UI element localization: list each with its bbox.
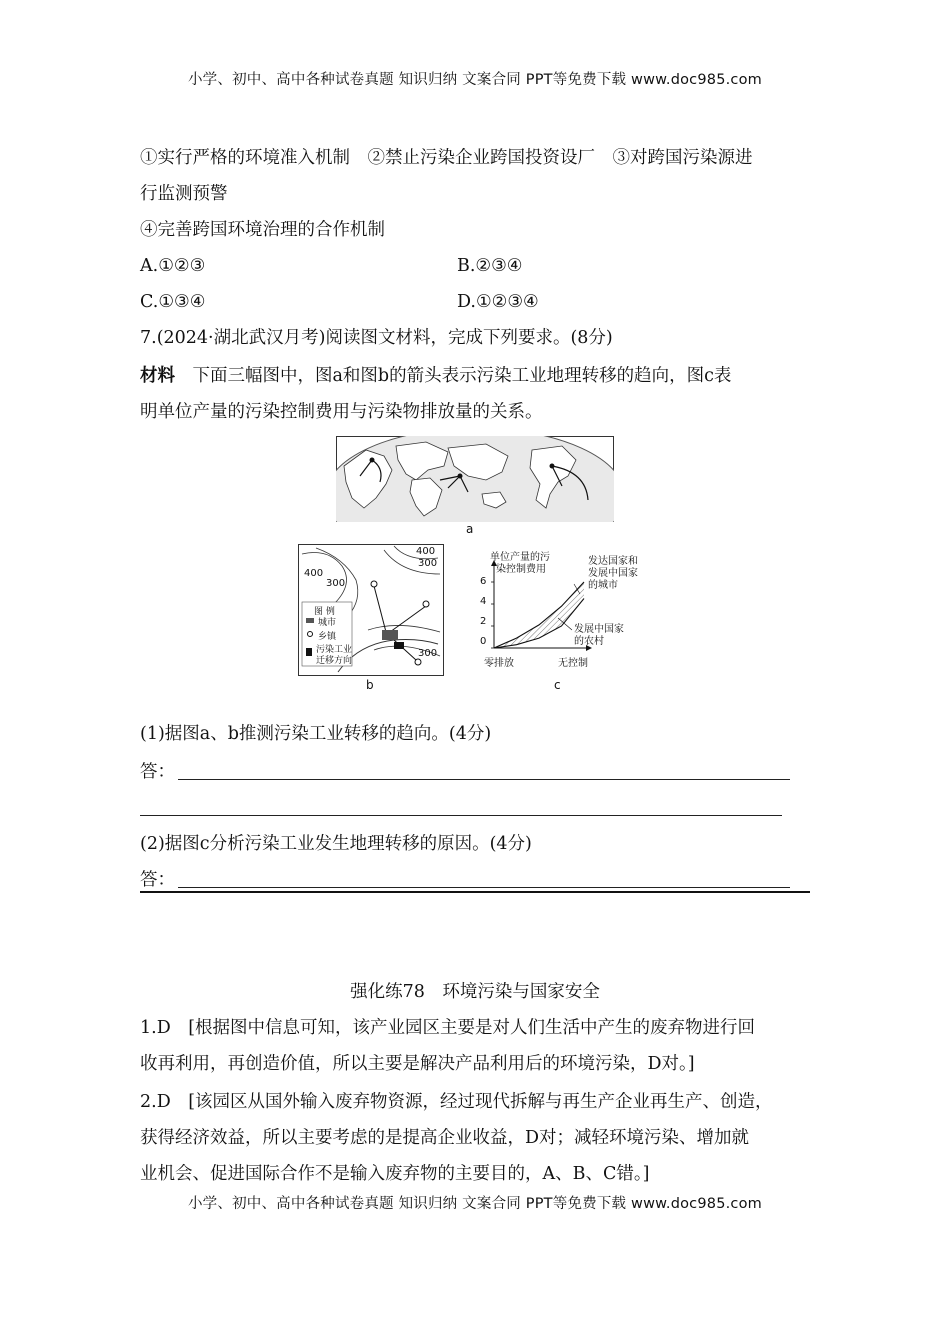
q7-sub1: (1)据图a、b推测污染工业转移的趋向。(4分): [140, 724, 492, 744]
figure-b-caption: b: [366, 678, 374, 692]
answer-2-line-1: 2.D [该园区从国外输入废弃物资源，经过现代拆解与再生产企业再生产、创造，: [140, 1092, 773, 1112]
q6-statement-line-3: ④完善跨国环境治理的合作机制: [140, 220, 385, 240]
figure-c-caption: c: [554, 678, 561, 692]
q7-answer-2-label: 答：: [140, 870, 175, 890]
q6-option-b: B.②③④: [457, 256, 523, 276]
contour-label: 300: [418, 558, 438, 569]
q7-material-label: 材料: [140, 366, 175, 386]
town-marker: [415, 659, 421, 665]
q7-material-line-2: 明单位产量的污染控制费用与污染物排放量的关系。: [140, 402, 543, 422]
q7-answer-1-label: 答：: [140, 762, 175, 782]
q6-option-c: C.①③④: [140, 292, 206, 312]
contour-label: 300: [326, 578, 346, 589]
y-tick-label: 4: [480, 596, 487, 607]
page-header: 小学、初中、高中各种试卷真题 知识归纳 文案合同 PPT等免费下载 www.doc985.com: [187, 72, 763, 88]
x-label-start: 零排放: [484, 658, 514, 669]
section-title: 强化练78 环境污染与国家安全: [350, 982, 600, 1002]
legend-city-symbol: [306, 618, 314, 623]
legend-title: 图 例: [314, 607, 335, 617]
origin-dot: [458, 474, 463, 479]
legend-move-1: 污染工业: [316, 645, 353, 655]
q6-option-d: D.①②③④: [457, 292, 539, 312]
section-divider: [140, 891, 810, 893]
figure-c-chart: [476, 544, 656, 678]
answer-2-line-3: 业机会、促进国际合作不是输入废弃物的主要目的，A、B、C错。]: [140, 1164, 650, 1184]
y-label-1: 单位产量的污: [490, 552, 550, 563]
answer-2-line-2: 获得经济效益，所以主要考虑的是提高企业收益，D对；减轻环境污染、增加就: [140, 1128, 750, 1148]
q7-material-line-1: [140, 364, 820, 388]
answer-1-line-2: 收再利用，再创造价值，所以主要是解决产品利用后的环境污染，D对。]: [140, 1054, 695, 1074]
y-label-2: 染控制费用: [496, 564, 546, 575]
answer-1-line-1: 1.D [根据图中信息可知，该产业园区主要是对人们生活中产生的废弃物进行回: [140, 1018, 756, 1038]
legend-move-2: 迁移方向: [316, 656, 353, 666]
x-label-end: 无控制: [558, 658, 588, 669]
contour-label: 400: [304, 568, 324, 579]
q6-statement-line-1: ①实行严格的环境准入机制 ②禁止污染企业跨国投资设厂 ③对跨国污染源进: [140, 148, 753, 168]
world-map-svg: [336, 436, 614, 522]
figure-b-local-map: [298, 544, 444, 676]
town-marker: [371, 581, 377, 587]
label-urban-2: 发展中国家: [588, 568, 638, 579]
contour-label: 400: [416, 546, 436, 557]
y-tick-label: 0: [480, 636, 487, 647]
figure-a-world-map: [336, 436, 614, 522]
town-marker: [423, 601, 429, 607]
q7-title: 7.(2024·湖北武汉月考)阅读图文材料，完成下列要求。(8分): [140, 328, 613, 348]
city-marker: [382, 630, 398, 640]
figure-a-caption: a: [466, 522, 474, 536]
page-footer: 小学、初中、高中各种试卷真题 知识归纳 文案合同 PPT等免费下载 www.doc985.com: [187, 1196, 763, 1212]
q7-material-text-1: 下面三幅图中，图a和图b的箭头表示污染工业地理转移的趋向，图c表: [192, 366, 732, 386]
contour-label: 300: [418, 648, 438, 659]
industry-marker: [394, 642, 404, 649]
label-urban-3: 的城市: [588, 580, 618, 591]
y-tick-label: 2: [480, 616, 487, 627]
origin-dot: [370, 458, 375, 463]
answer-line-2[interactable]: [140, 815, 782, 816]
legend-city: 城市: [318, 618, 337, 628]
label-rural-2: 的农村: [574, 636, 604, 647]
label-rural-1: 发展中国家: [574, 624, 624, 635]
answer-line-3[interactable]: [178, 887, 790, 888]
legend-town: 乡镇: [318, 632, 337, 642]
legend-town-symbol: [308, 632, 313, 637]
answer-line-1[interactable]: [178, 779, 790, 780]
q6-option-a: A.①②③: [140, 256, 206, 276]
legend-move-symbol: [306, 648, 312, 656]
y-tick-label: 6: [480, 576, 487, 587]
label-urban-1: 发达国家和: [588, 556, 638, 567]
origin-dot: [550, 464, 555, 469]
q7-sub2: (2)据图c分析污染工业发生地理转移的原因。(4分): [140, 834, 532, 854]
q6-statement-line-2: 行监测预警: [140, 184, 228, 204]
